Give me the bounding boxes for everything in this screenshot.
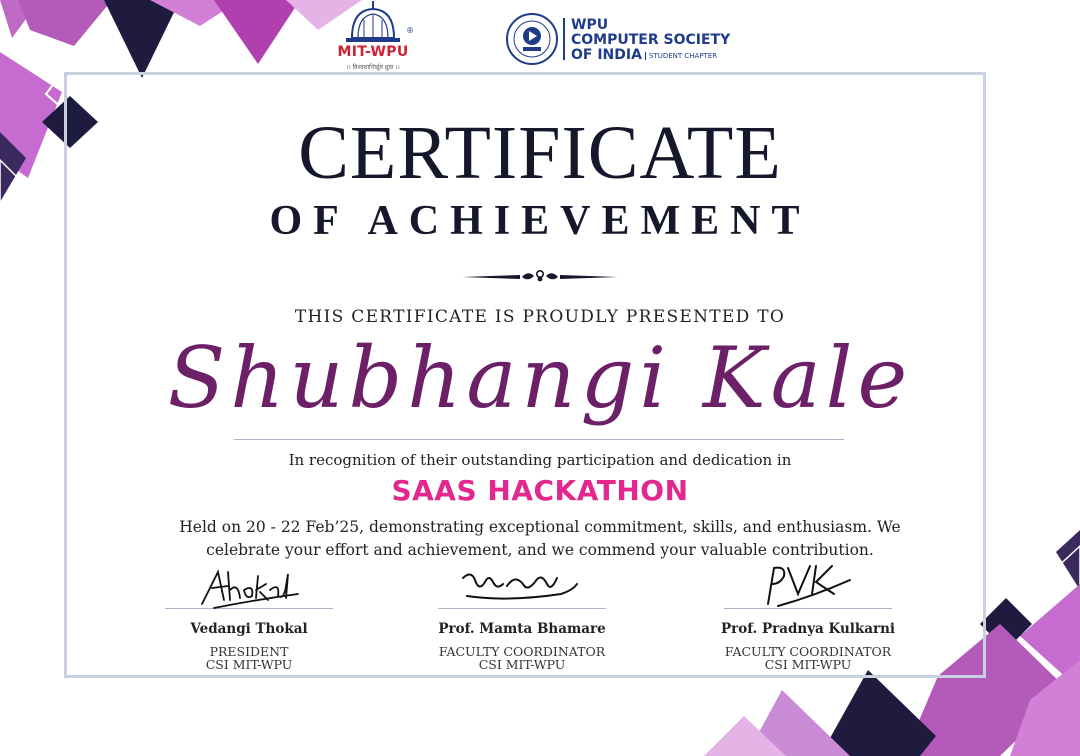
csi-logo <box>505 12 735 68</box>
mit-wpu-logo <box>330 0 416 80</box>
certificate-subtitle: OF ACHIEVEMENT <box>269 198 811 244</box>
signatory-org: CSI MIT-WPU <box>478 657 566 672</box>
certificate-title: CERTIFICATE <box>298 111 782 195</box>
mit-wpu-motto: ।। विश्वशान्तिर्ध्रुवं ध्रुवा ।। <box>346 64 400 71</box>
mit-wpu-name: MIT-WPU <box>337 44 409 60</box>
signatory-role: PRESIDENT <box>209 644 289 659</box>
signatory-name: Vedangi Thokal <box>190 621 308 637</box>
csi-line1: WPU <box>571 17 609 33</box>
signatory-name: Prof. Mamta Bhamare <box>438 621 606 637</box>
csi-line3: OF INDIA <box>571 47 642 63</box>
dome-icon <box>342 0 404 44</box>
csi-student-chapter: STUDENT CHAPTER <box>645 52 717 60</box>
presented-to-label: THIS CERTIFICATE IS PROUDLY PRESENTED TO <box>294 307 786 327</box>
recipient-underline <box>234 439 844 440</box>
registered-mark: ® <box>406 26 414 35</box>
signatory-org: CSI MIT-WPU <box>764 657 852 672</box>
signatory-president <box>129 560 369 671</box>
signatory-role: FACULTY COORDINATOR <box>724 644 892 659</box>
divider-ornament-icon <box>462 268 618 286</box>
csi-seal-icon <box>505 12 559 66</box>
signatory-faculty-2 <box>688 560 928 671</box>
signature-bhamare <box>457 560 587 612</box>
signatory-name: Prof. Pradnya Kulkarni <box>720 621 896 637</box>
signatory-faculty-1 <box>402 560 642 671</box>
recognition-text: In recognition of their outstanding participation and dedication in <box>288 451 792 469</box>
signatory-role: FACULTY COORDINATOR <box>438 644 606 659</box>
description-text: Held on 20 - 22 Feb’25, demonstrating exceptional commitment, skills, and enthusiasm. We celebrate your effort and achievement, and we commend your valuable contribution. <box>179 518 901 559</box>
signatory-org: CSI MIT-WPU <box>205 657 293 672</box>
recipient-name: Shubhangi Kale <box>167 329 913 427</box>
signature-pvk <box>758 560 858 612</box>
event-name: SAAS HACKATHON <box>391 474 689 507</box>
csi-line2: COMPUTER SOCIETY <box>571 32 731 48</box>
signature-thokal <box>194 560 304 612</box>
